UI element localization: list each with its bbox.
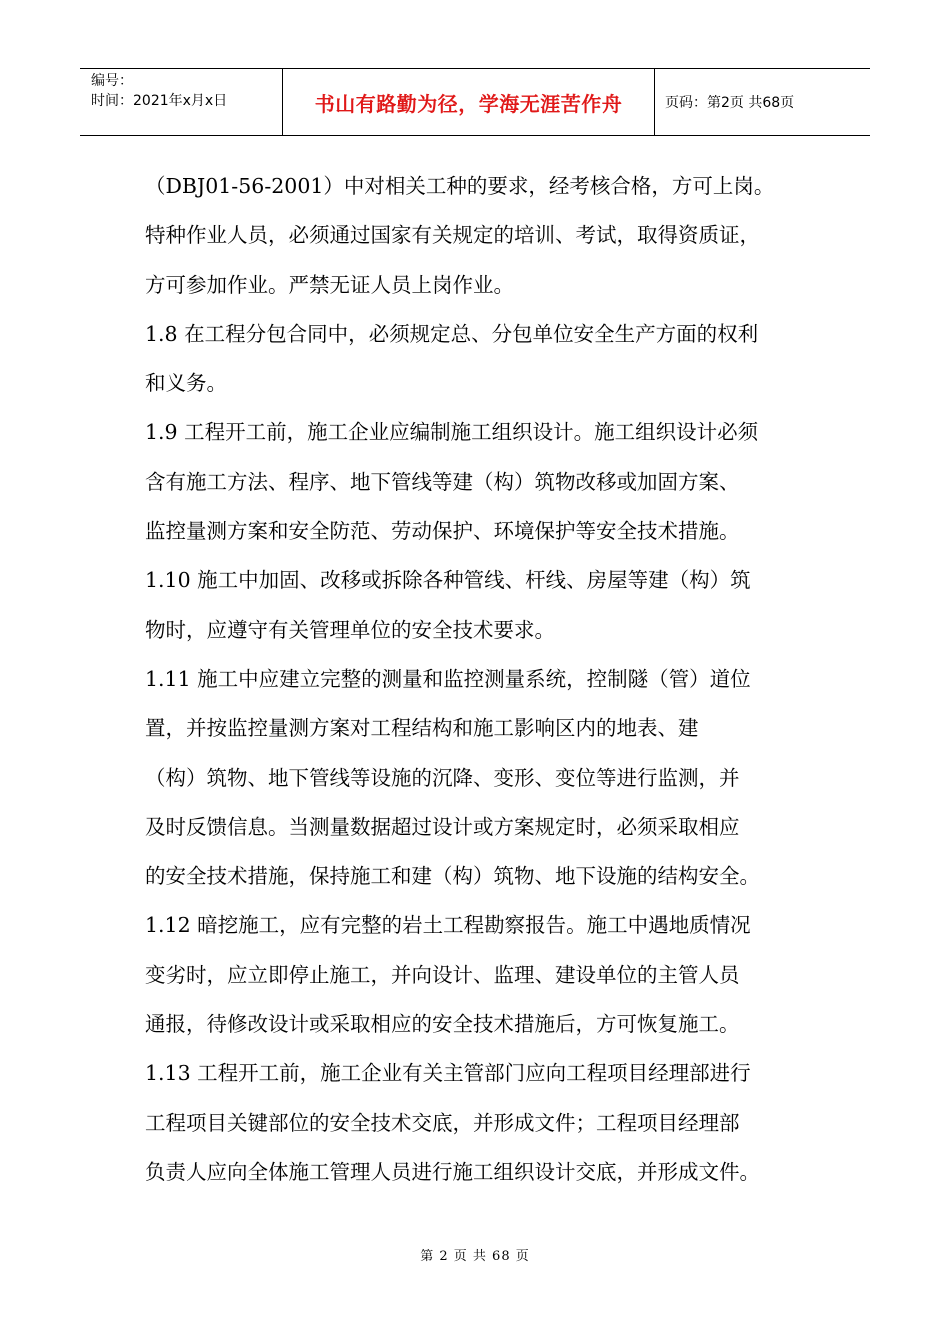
body-line: 1.11 施工中应建立完整的测量和监控测量系统，控制隧（管）道位 — [145, 666, 751, 691]
body-line: （构）筑物、地下管线等设施的沉降、变形、变位等进行监测，并 — [145, 765, 740, 790]
header-meta-cell — [80, 69, 283, 135]
page-header — [80, 68, 870, 136]
body-line: 1.12 暗挖施工，应有完整的岩土工程勘察报告。施工中遇地质情况 — [145, 913, 751, 938]
body-line: 负责人应向全体施工管理人员进行施工组织设计交底，并形成文件。 — [145, 1159, 760, 1184]
body-line: 及时反馈信息。当测量数据超过设计或方案规定时，必须采取相应 — [145, 814, 740, 839]
body-line: 1.9 工程开工前，施工企业应编制施工组织设计。施工组织设计必须 — [145, 420, 759, 445]
document-date-label: 时间：2021年x月x日 — [91, 93, 228, 109]
body-line: 特种作业人员，必须通过国家有关规定的培训、考试，取得资质证， — [145, 223, 760, 248]
body-line: 方可参加作业。严禁无证人员上岗作业。 — [145, 272, 514, 297]
body-line: （DBJ01-56-2001）中对相关工种的要求，经考核合格，方可上岗。 — [145, 174, 775, 198]
header-motto: 书山有路勤为径，学海无涯苦作舟 — [314, 91, 623, 116]
body-line: 含有施工方法、程序、地下管线等建（构）筑物改移或加固方案、 — [145, 469, 740, 494]
header-page-cell — [655, 69, 870, 135]
body-line: 通报，待修改设计或采取相应的安全技术措施后，方可恢复施工。 — [145, 1012, 740, 1037]
body-line: 和义务。 — [145, 371, 227, 396]
body-line: 1.13 工程开工前，施工企业有关主管部门应向工程项目经理部进行 — [145, 1061, 751, 1086]
body-text — [145, 162, 815, 1197]
body-line: 置，并按监控量测方案对工程结构和施工影响区内的地表、建 — [145, 716, 699, 741]
header-motto-cell — [283, 69, 655, 135]
body-line: 物时，应遵守有关管理单位的安全技术要求。 — [145, 617, 555, 642]
body-line: 工程项目关键部位的安全技术交底，并形成文件；工程项目经理部 — [145, 1110, 740, 1135]
body-line: 1.10 施工中加固、改移或拆除各种管线、杆线、房屋等建（构）筑 — [145, 568, 751, 593]
body-line: 监控量测方案和安全防范、劳动保护、环境保护等安全技术措施。 — [145, 519, 740, 544]
body-line: 变劣时，应立即停止施工，并向设计、监理、建设单位的主管人员 — [145, 962, 740, 987]
page-footer: 第 2 页 共 68 页 — [420, 1249, 530, 1264]
body-line: 1.8 在工程分包合同中，必须规定总、分包单位安全生产方面的权利 — [145, 321, 759, 346]
body-line: 的安全技术措施，保持施工和建（构）筑物、地下设施的结构安全。 — [145, 864, 760, 889]
document-number-label: 编号： — [91, 73, 133, 89]
header-page-info: 页码：第2页 共68页 — [665, 95, 795, 111]
